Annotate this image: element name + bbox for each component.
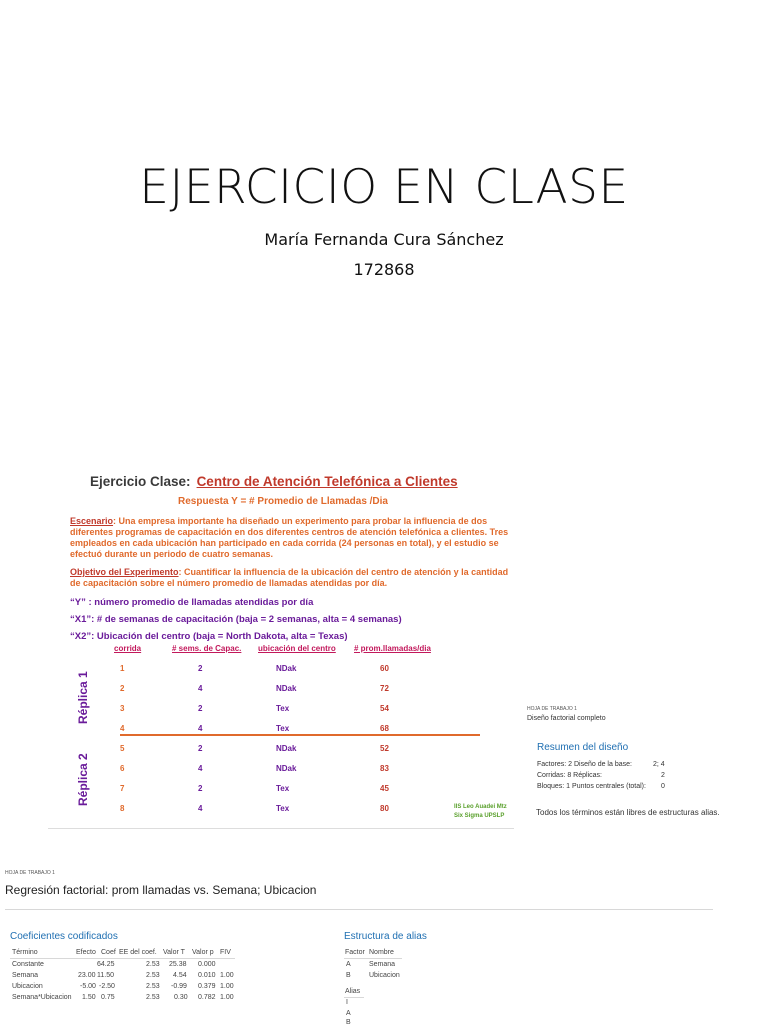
def-x1: “X1”: # de semanas de capacitación (baja = 2 semanas, alta = 4 semanas)	[70, 614, 402, 625]
replica-2-label: Réplica 2	[76, 753, 90, 806]
table-cell: 4	[198, 764, 203, 773]
coef-cell: 11.50	[97, 972, 114, 979]
coef-cell: -0.99	[171, 983, 187, 990]
separator	[10, 958, 235, 959]
table-cell: 4	[198, 724, 203, 733]
table-cell: 8	[120, 804, 125, 813]
coef-cell: 1.00	[220, 983, 234, 990]
alias-cell: Semana	[369, 961, 396, 968]
coef-col-header: EE del coef.	[119, 949, 157, 956]
def-x2: “X2”: Ubicación del centro (baja = North Dakota, alta = Texas)	[70, 631, 348, 642]
header-llamadas: # prom.llamadas/dia	[354, 644, 431, 653]
table-cell: 45	[380, 784, 389, 793]
design-row-1-value: 2; 4	[653, 761, 665, 768]
coef-col-header: Coef	[101, 949, 116, 956]
design-summary-header: Resumen del diseño	[537, 742, 629, 753]
response-definition: Respuesta Y = # Promedio de Llamadas /Dia	[178, 496, 388, 507]
design-subtitle: Diseño factorial completo	[527, 715, 606, 722]
regression-output	[0, 860, 768, 1024]
regression-title: Regresión factorial: prom llamadas vs. Semana; Ubicacion	[5, 883, 317, 897]
exercise-image	[48, 462, 514, 829]
scenario-paragraph	[70, 516, 510, 560]
coef-cell: 1.50	[82, 994, 96, 1001]
table-cell: 80	[380, 804, 389, 813]
credit-line-2: Six Sigma UPSLP	[454, 813, 505, 819]
slide-title: EJERCICIO EN CLASE	[139, 160, 629, 215]
coef-cell: 4.54	[173, 972, 187, 979]
table-cell: Tex	[276, 724, 290, 733]
exercise-title-prefix: Ejercicio Clase:	[90, 474, 191, 489]
alias-col-header: Nombre	[369, 949, 394, 956]
table-cell: Tex	[276, 804, 290, 813]
alias-cell: A	[346, 961, 351, 968]
alias-item: B	[346, 1019, 351, 1026]
table-cell: 60	[380, 664, 389, 673]
coef-cell: 1.00	[220, 994, 234, 1001]
coef-cell: 0.782	[198, 994, 216, 1001]
design-row-3: Bloques: 1 Puntos centrales (total):	[537, 783, 646, 790]
coef-col-header: Valor T	[163, 949, 185, 956]
table-cell: Tex	[276, 704, 290, 713]
table-cell: Tex	[276, 784, 290, 793]
design-summary-panel	[524, 700, 768, 830]
alias-col-header: Factor	[345, 949, 365, 956]
table-cell: 5	[120, 744, 125, 753]
table-cell: NDak	[276, 764, 297, 773]
table-cell: 6	[120, 764, 125, 773]
exercise-title-main: Centro de Atención Telefónica a Clientes	[196, 474, 458, 489]
separator	[344, 997, 364, 998]
table-cell: 3	[120, 704, 125, 713]
table-cell: 2	[198, 744, 203, 753]
coef-cell: Constante	[12, 961, 44, 968]
alias-cell: B	[346, 972, 351, 979]
table-cell: NDak	[276, 664, 297, 673]
table-cell: 4	[198, 804, 203, 813]
author-name: María Fernanda Cura Sánchez	[264, 230, 504, 249]
credit-line-1: IIS Leo Auadei Mtz	[454, 804, 507, 810]
coef-cell: 2.53	[146, 972, 160, 979]
coef-cell: Semana	[12, 972, 39, 979]
worksheet-label: HOJA DE TRABAJO 1	[527, 706, 577, 712]
coef-cell: Semana*Ubicacion	[12, 994, 72, 1001]
coef-cell: Ubicacion	[12, 983, 43, 990]
coef-cell: -5.00	[80, 983, 96, 990]
coef-cell: 64.25	[97, 961, 115, 968]
table-cell: 72	[380, 684, 389, 693]
coef-cell: 2.53	[146, 961, 160, 968]
design-row-1: Factores: 2 Diseño de la base:	[537, 761, 632, 768]
separator	[344, 958, 402, 959]
alias-note: Todos los términos están libres de estructuras alias.	[536, 808, 720, 817]
coef-cell: 25.38	[169, 961, 187, 968]
coef-cell: 2.53	[146, 994, 160, 1001]
table-cell: 2	[198, 664, 203, 673]
table-cell: 83	[380, 764, 389, 773]
table-cell: NDak	[276, 744, 297, 753]
student-id: 172868	[353, 260, 415, 279]
table-cell: 7	[120, 784, 125, 793]
coef-header: Coeficientes codificados	[10, 931, 118, 942]
objective-text: : Cuantificar la influencia de la ubicación del centro de atención y la cantidad de capacitación sobre el número promedio de llamadas atendidas por día.	[70, 567, 509, 588]
table-cell: 2	[198, 704, 203, 713]
table-cell: 4	[120, 724, 125, 733]
design-row-2: Corridas: 8 Réplicas:	[537, 772, 602, 779]
regression-worksheet-label: HOJA DE TRABAJO 1	[5, 870, 55, 876]
table-cell: 4	[198, 684, 203, 693]
coef-col-header: FIV	[220, 949, 231, 956]
coef-cell: 0.000	[198, 961, 216, 968]
coef-col-header: Efecto	[76, 949, 96, 956]
replica-divider	[120, 734, 480, 736]
alias-label: Alias	[345, 988, 361, 995]
coef-col-header: Término	[12, 949, 38, 956]
replica-1-label: Réplica 1	[76, 671, 90, 724]
def-y: “Y” : número promedio de llamadas atendidas por día	[70, 597, 314, 608]
coef-cell: 0.379	[198, 983, 216, 990]
coef-col-header: Valor p	[192, 949, 214, 956]
table-cell: 2	[198, 784, 203, 793]
alias-header: Estructura de alias	[344, 931, 427, 942]
table-cell: 1	[120, 664, 125, 673]
alias-item: I	[346, 999, 348, 1006]
separator	[5, 909, 713, 910]
coef-cell: 2.53	[146, 983, 160, 990]
scenario-label: Escenario	[70, 516, 114, 526]
header-semanas: # sems. de Capac.	[172, 644, 242, 653]
header-ubicacion: ubicación del centro	[258, 644, 336, 653]
alias-cell: Ubicacion	[369, 972, 400, 979]
table-cell: 2	[120, 684, 125, 693]
coef-cell: 0.75	[101, 994, 115, 1001]
design-row-3-value: 0	[661, 783, 665, 790]
coef-cell: 0.30	[174, 994, 188, 1001]
table-cell: NDak	[276, 684, 297, 693]
scenario-text: : Una empresa importante ha diseñado un experimento para probar la influencia de dos diferentes programas de capacitación en dos diferentes centros de atención telefónica a clientes. Tres empleados en cada ubicación han participado en cada corrida (24 personas en total), y el estudio se efectuó durante un periodo de cuatro semanas.	[70, 516, 509, 559]
header-corrida: corrida	[114, 644, 142, 653]
table-cell: 52	[380, 744, 389, 753]
exercise-title	[90, 474, 458, 489]
table-cell: 68	[380, 724, 389, 733]
table-cell: 54	[380, 704, 389, 713]
objective-paragraph	[70, 567, 510, 589]
coef-cell: -2.50	[99, 983, 115, 990]
alias-item: A	[346, 1010, 351, 1017]
coef-cell: 23.00	[78, 972, 96, 979]
coef-cell: 1.00	[220, 972, 234, 979]
coef-cell: 0.010	[198, 972, 216, 979]
design-row-2-value: 2	[661, 772, 665, 779]
objective-label: Objetivo del Experimento	[70, 567, 179, 577]
